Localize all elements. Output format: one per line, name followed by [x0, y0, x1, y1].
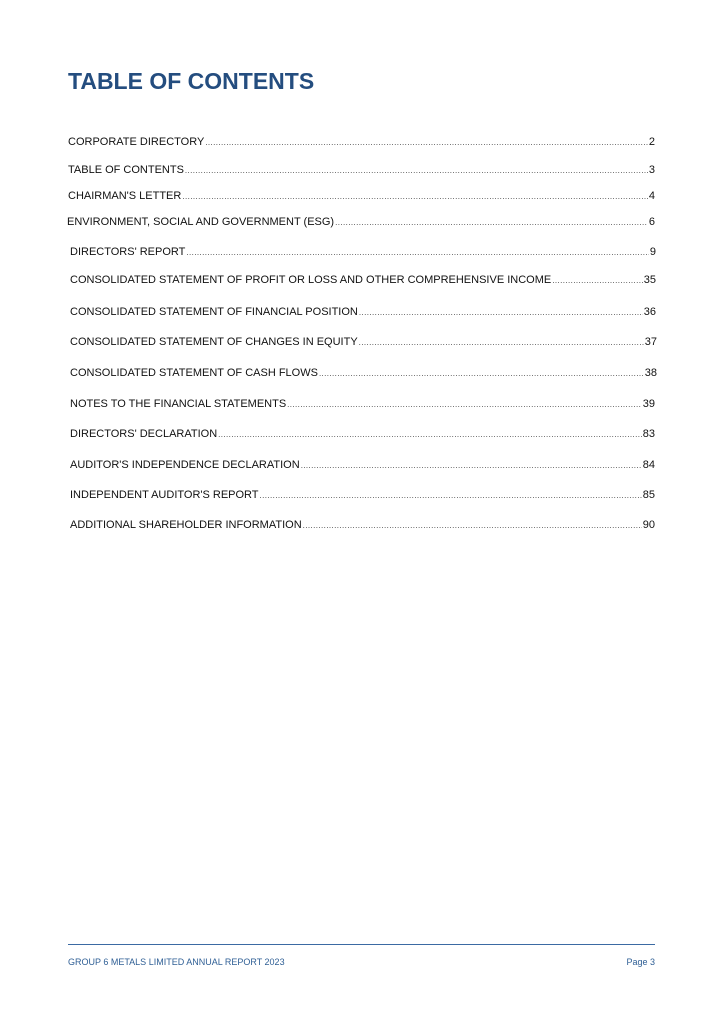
toc-entry-page: 36 [643, 306, 656, 318]
toc-entry[interactable] [68, 189, 655, 204]
dot-leader [218, 428, 642, 442]
toc-entry[interactable] [70, 518, 655, 533]
toc-entry-label: CONSOLIDATED STATEMENT OF CASH FLOWS [70, 367, 318, 379]
toc-entry[interactable] [70, 366, 657, 381]
toc-entry-label: ENVIRONMENT, SOCIAL AND GOVERNMENT (ESG) [67, 216, 335, 228]
toc-entry[interactable] [68, 135, 655, 150]
footer-divider [68, 944, 655, 945]
toc-entry-label: CONSOLIDATED STATEMENT OF CHANGES IN EQUITY [70, 336, 358, 348]
dot-leader [182, 190, 648, 204]
toc-entry-page: 38 [644, 367, 657, 379]
toc-entry-page: 85 [642, 489, 655, 501]
toc-entry[interactable] [70, 488, 655, 503]
toc-entry-label: CORPORATE DIRECTORY [68, 136, 205, 148]
dot-leader [335, 216, 648, 230]
footer-report-title: GROUP 6 METALS LIMITED ANNUAL REPORT 2023 [68, 957, 285, 967]
dot-leader [359, 306, 643, 320]
toc-entry-label: CHAIRMAN'S LETTER [68, 190, 182, 202]
dot-leader [287, 398, 642, 412]
dot-leader [185, 164, 648, 178]
toc-entry-page: 37 [644, 336, 657, 348]
dot-leader [319, 367, 644, 381]
dot-leader [303, 519, 642, 533]
toc-entry[interactable] [70, 427, 655, 442]
toc-entry-label: NOTES TO THE FINANCIAL STATEMENTS [70, 398, 287, 410]
toc-entry[interactable] [67, 215, 655, 230]
toc-entry-page: 35 [643, 274, 656, 286]
dot-leader [301, 459, 642, 473]
toc-entry-page: 90 [642, 519, 655, 531]
toc-entry-label: ADDITIONAL SHAREHOLDER INFORMATION [70, 519, 302, 531]
toc-entry-label: DIRECTORS' DECLARATION [70, 428, 218, 440]
toc-entry-page: 9 [649, 246, 656, 258]
toc-entry-page: 83 [642, 428, 655, 440]
toc-entry-label: TABLE OF CONTENTS [68, 164, 184, 176]
toc-entry-label: DIRECTORS' REPORT [70, 246, 186, 258]
toc-entry-label: INDEPENDENT AUDITOR'S REPORT [70, 489, 259, 501]
dot-leader [186, 246, 648, 260]
toc-entry-label: AUDITOR'S INDEPENDENCE DECLARATION [70, 459, 300, 471]
dot-leader [205, 136, 648, 150]
toc-entry-page: 2 [648, 136, 655, 148]
toc-entry-page: 4 [648, 190, 655, 202]
toc-entry-page: 6 [648, 216, 655, 228]
toc-entry[interactable] [70, 397, 655, 412]
dot-leader [260, 489, 642, 503]
toc-entry[interactable] [70, 273, 656, 288]
toc-entry-label: CONSOLIDATED STATEMENT OF PROFIT OR LOSS AND OTHER COMPREHENSIVE INCOME [70, 274, 552, 286]
toc-entry-label: CONSOLIDATED STATEMENT OF FINANCIAL POSITION [70, 306, 358, 318]
footer-page-number: Page 3 [626, 957, 655, 967]
toc-entry[interactable] [70, 335, 657, 350]
toc-entry[interactable] [70, 245, 656, 260]
toc-entry[interactable] [70, 458, 655, 473]
toc-entry-page: 84 [642, 459, 655, 471]
toc-entry[interactable] [70, 305, 656, 320]
toc-entry-page: 3 [648, 164, 655, 176]
toc-entry[interactable] [68, 163, 655, 178]
dot-leader [359, 336, 644, 350]
page-title: TABLE OF CONTENTS [68, 68, 315, 94]
dot-leader [552, 274, 643, 288]
toc-entry-page: 39 [642, 398, 655, 410]
